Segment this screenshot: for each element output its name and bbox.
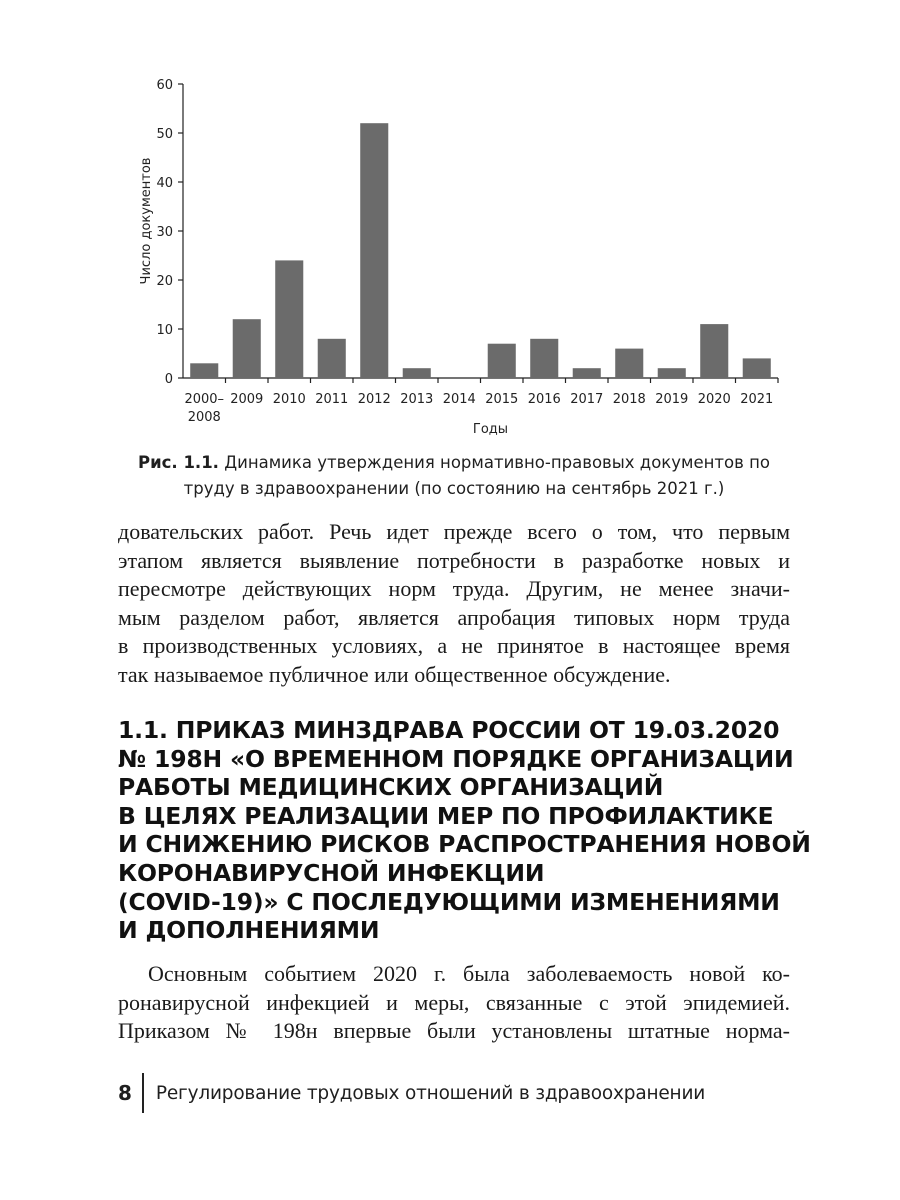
bar (190, 363, 218, 378)
x-tick-label: 2000– 2008 (184, 392, 225, 425)
text-line: довательских работ. Речь идет прежде всего о том, что первым (118, 519, 790, 544)
x-tick-label: 2009 (230, 392, 264, 407)
heading-line: (COVID-19)» С ПОСЛЕДУЮЩИМИ ИЗМЕНЕНИЯМИ (118, 887, 780, 916)
figure-caption-text: Динамика утверждения нормативно-правовых документов по труду в здравоохранении (по состоянию на сентябрь 2021 г.) (183, 453, 770, 498)
bar (275, 260, 303, 378)
bar (318, 339, 346, 378)
text-line: пересмотре действующих норм труда. Другим, не менее значи- (118, 576, 790, 601)
heading-line: 1.1. ПРИКАЗ МИНЗДРАВА РОССИИ ОТ 19.03.2020 (118, 716, 780, 744)
bar (700, 324, 728, 378)
y-axis-label: Число документов (139, 157, 154, 285)
bar (573, 368, 601, 378)
running-title: Регулирование трудовых отношений в здравоохранении (155, 1082, 706, 1104)
y-tick-label: 30 (156, 225, 173, 240)
heading-line: И СНИЖЕНИЮ РИСКОВ РАСПРОСТРАНЕНИЯ НОВОЙ (118, 830, 811, 859)
x-tick-label: 2012 (357, 392, 391, 407)
paragraph-continuation (118, 518, 790, 689)
y-tick-label: 60 (156, 78, 173, 93)
heading-line: РАБОТЫ МЕДИЦИНСКИХ ОРГАНИЗАЦИЙ (118, 773, 664, 802)
text-line: Основным событием 2020 г. была заболеваемость новой ко- (148, 961, 790, 986)
bar (530, 339, 558, 378)
x-tick-label: 2019 (655, 392, 689, 407)
y-tick-label: 50 (156, 127, 173, 142)
bar (233, 319, 261, 378)
heading-line: И ДОПОЛНЕНИЯМИ (118, 916, 380, 945)
bar (615, 349, 643, 378)
heading-line: КОРОНАВИРУСНОЙ ИНФЕКЦИИ (118, 858, 545, 887)
x-tick-label: 2021 (740, 392, 774, 407)
heading-line: № 198Н «О ВРЕМЕННОМ ПОРЯДКЕ ОРГАНИЗАЦИИ (118, 744, 794, 773)
bar (658, 368, 686, 378)
x-tick-label: 2018 (612, 392, 646, 407)
bar (403, 368, 431, 378)
page-footer (118, 1074, 705, 1112)
bar-chart (110, 70, 800, 440)
x-tick-label: 2011 (315, 392, 349, 407)
x-tick-label: 2016 (527, 392, 561, 407)
x-tick-label: 2017 (570, 392, 604, 407)
x-tick-label: 2013 (400, 392, 434, 407)
figure-label: Рис. 1.1. (138, 453, 219, 472)
heading-line: В ЦЕЛЯХ РЕАЛИЗАЦИИ МЕР ПО ПРОФИЛАКТИКЕ (118, 801, 774, 830)
bar (743, 358, 771, 378)
bar (488, 344, 516, 378)
y-tick-label: 20 (156, 274, 173, 289)
bar (360, 123, 388, 378)
page-number: 8 (118, 1081, 132, 1105)
paragraph-section-start (118, 960, 790, 1046)
x-axis-label: Годы (472, 422, 509, 437)
x-tick-label: 2014 (442, 392, 476, 407)
text-line: Приказом № 198н впервые были установлены штатные норма- (118, 1018, 790, 1043)
figure-caption (118, 450, 790, 502)
x-tick-label: 2010 (272, 392, 306, 407)
text-line: ронавирусной инфекцией и меры, связанные с этой эпидемией. (118, 989, 790, 1015)
x-tick-label: 2015 (485, 392, 519, 407)
text-line: в производственных условиях, а не принятое в настоящее время (118, 633, 790, 658)
x-tick-label: 2020 (697, 392, 731, 407)
y-tick-label: 10 (156, 323, 173, 338)
footer-divider (142, 1073, 144, 1113)
y-tick-label: 0 (164, 372, 173, 387)
text-line: так называемое публичное или общественное обсуждение. (118, 661, 671, 687)
text-line: этапом является выявление потребности в разработке новых и (118, 547, 790, 573)
section-heading (118, 716, 818, 945)
y-tick-label: 40 (156, 176, 173, 191)
text-line: мым разделом работ, является апробация типовых норм труда (118, 604, 790, 630)
